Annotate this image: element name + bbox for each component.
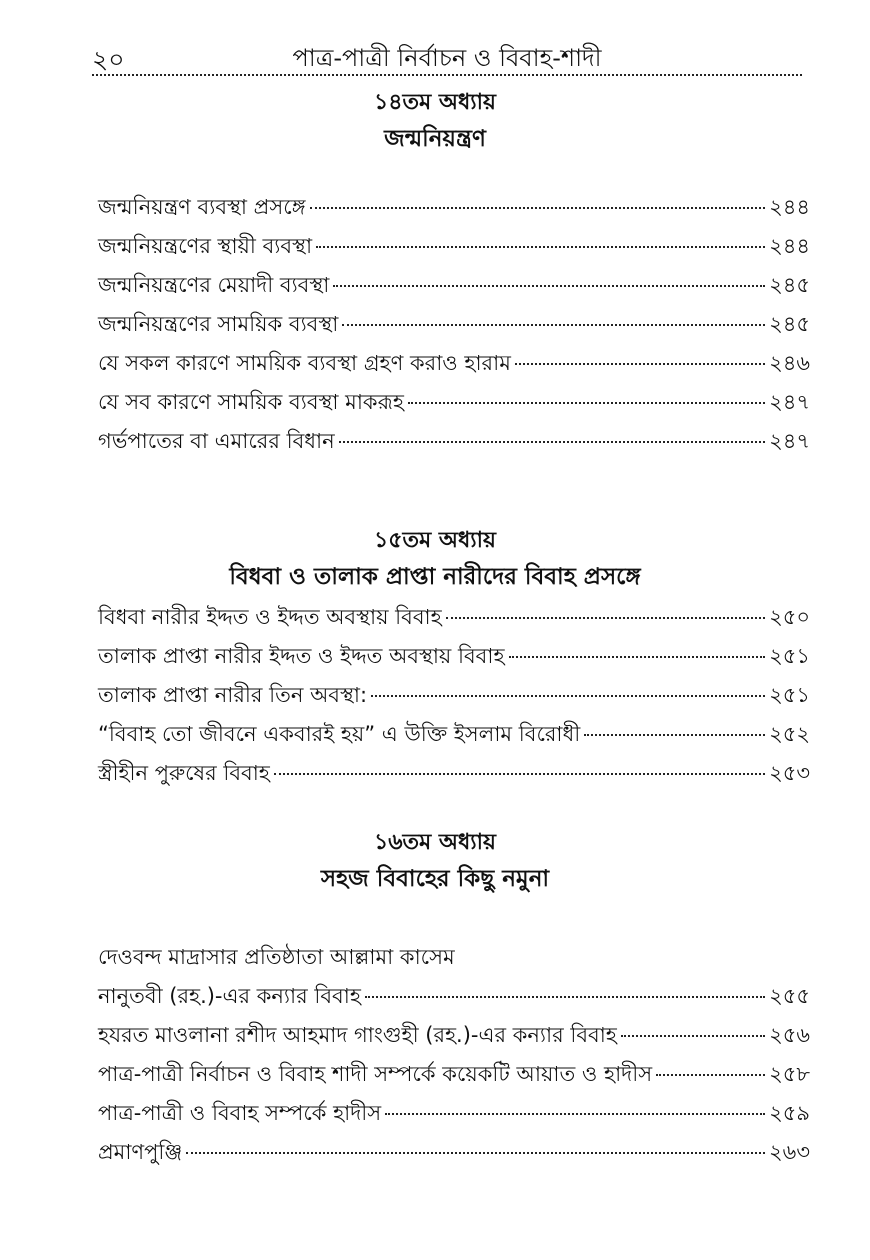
entry-page: ২৪৫ [769, 273, 810, 297]
entry-label: জন্মনিয়ন্ত্রণের মেয়াদী ব্যবস্থা [98, 273, 330, 297]
entry-label: জন্মনিয়ন্ত্রণের স্থায়ী ব্যবস্থা [98, 234, 313, 258]
chapter-number: ১৫তম অধ্যায় [373, 528, 497, 553]
toc-entry[interactable] [98, 754, 810, 793]
toc-entry[interactable] [98, 305, 810, 344]
dot-leader [408, 402, 765, 404]
entry-page: ২৫২ [769, 722, 810, 746]
dot-leader [446, 617, 765, 619]
dot-leader [310, 207, 765, 209]
entry-label: বিধবা নারীর ইদ্দত ও ইদ্দত অবস্থায় বিবাহ [98, 605, 442, 629]
entry-label: পাত্র-পাত্রী নির্বাচন ও বিবাহ শাদী সম্পর্কে কয়েকটি আয়াত ও হাদীস [98, 1062, 653, 1086]
entry-page: ২৪৭ [769, 390, 810, 414]
toc-entry[interactable] [98, 1016, 810, 1055]
dot-leader [365, 996, 765, 998]
entry-label: তালাক প্রাপ্তা নারীর ইদ্দত ও ইদ্দত অবস্থায় বিবাহ [98, 644, 505, 668]
entry-label: পাত্র-পাত্রী ও বিবাহ সম্পর্কে হাদীস [98, 1101, 382, 1125]
entry-label: স্ত্রীহীন পুরুষের বিবাহ [98, 761, 270, 785]
entry-page: ২৪৪ [769, 234, 810, 258]
dot-leader [274, 773, 765, 775]
chapter-15-toc [98, 598, 810, 793]
chapter-title: সহজ বিবাহের কিছু নমুনা [320, 866, 550, 892]
dot-leader [333, 285, 765, 287]
entry-label: প্রমাণপুঞ্জি [98, 1140, 183, 1164]
dot-leader [316, 246, 765, 248]
dot-leader [621, 1035, 765, 1037]
dot-leader [385, 1113, 765, 1115]
dot-leader [584, 734, 765, 736]
entry-label: যে সকল কারণে সাময়িক ব্যবস্থা গ্রহণ করাও হারাম [98, 351, 511, 375]
chapter-16-heading [0, 826, 870, 898]
running-header [92, 36, 802, 76]
toc-entry[interactable] [98, 188, 810, 227]
entry-page: ২৪৬ [769, 351, 810, 375]
chapter-number: ১৬তম অধ্যায় [373, 830, 497, 855]
running-title: পাত্র-পাত্রী নির্বাচন ও বিবাহ-শাদী [292, 44, 602, 72]
toc-entry[interactable] [98, 1094, 810, 1133]
entry-label: হযরত মাওলানা রশীদ আহমাদ গাংগুহী (রহ.)-এর কন্যার বিবাহ [98, 1023, 617, 1047]
entry-label: দেওবন্দ মাদ্রাসার প্রতিষ্ঠাতা আল্লামা কাসেম [98, 945, 455, 969]
entry-label: জন্মনিয়ন্ত্রণ ব্যবস্থা প্রসঙ্গে [98, 195, 306, 219]
toc-entry[interactable] [98, 598, 810, 637]
toc-entry[interactable] [98, 344, 810, 383]
toc-entry[interactable] [98, 383, 810, 422]
entry-page: ২৫৮ [769, 1062, 810, 1086]
toc-entry[interactable] [98, 1055, 810, 1094]
entry-label: যে সব কারণে সাময়িক ব্যবস্থা মাকরূহ [98, 390, 404, 414]
entry-page: ২৪৪ [769, 195, 810, 219]
entry-label: জন্মনিয়ন্ত্রণের সাময়িক ব্যবস্থা [98, 312, 339, 336]
toc-entry[interactable] [98, 977, 810, 1016]
toc-entry[interactable] [98, 676, 810, 715]
chapter-16-toc [98, 938, 810, 1172]
entry-page: ২৫১ [769, 644, 810, 668]
dot-leader [656, 1074, 765, 1076]
entry-page: ২৫১ [769, 683, 810, 707]
toc-entry[interactable] [98, 422, 810, 461]
entry-page: ২৫৯ [769, 1101, 810, 1125]
dot-leader [515, 363, 765, 365]
toc-entry-continued[interactable] [98, 938, 810, 977]
entry-page: ২৪৭ [769, 429, 810, 453]
entry-label: গর্ভপাতের বা এমারের বিধান [98, 429, 335, 453]
entry-page: ২৫৬ [769, 1023, 810, 1047]
toc-entry[interactable] [98, 637, 810, 676]
page-number: ২০ [92, 45, 125, 74]
chapter-14-heading [0, 86, 870, 158]
toc-entry[interactable] [98, 266, 810, 305]
toc-entry[interactable] [98, 227, 810, 266]
entry-label: তালাক প্রাপ্তা নারীর তিন অবস্থা: [98, 683, 368, 707]
toc-entry[interactable] [98, 1133, 810, 1172]
toc-entry[interactable] [98, 715, 810, 754]
entry-label: নানুতবী (রহ.)-এর কন্যার বিবাহ [98, 984, 361, 1008]
dot-leader [339, 441, 765, 443]
entry-page: ২৫৫ [769, 984, 810, 1008]
entry-page: ২৫০ [769, 605, 810, 629]
chapter-number: ১৪তম অধ্যায় [373, 90, 497, 115]
entry-page: ২৬৩ [769, 1140, 810, 1164]
chapter-15-heading [0, 524, 870, 596]
dot-leader [509, 656, 766, 658]
entry-page: ২৪৫ [769, 312, 810, 336]
chapter-title: বিধবা ও তালাক প্রাপ্তা নারীদের বিবাহ প্রসঙ্গে [229, 564, 641, 590]
entry-label: “বিবাহ তো জীবনে একবারই হয়” এ উক্তি ইসলাম বিরোধী [98, 722, 581, 746]
dot-leader [342, 324, 765, 326]
chapter-title: জন্মনিয়ন্ত্রণ [384, 126, 486, 152]
dot-leader [186, 1152, 765, 1154]
chapter-14-toc [98, 188, 810, 461]
entry-page: ২৫৩ [769, 761, 810, 785]
dot-leader [371, 695, 765, 697]
